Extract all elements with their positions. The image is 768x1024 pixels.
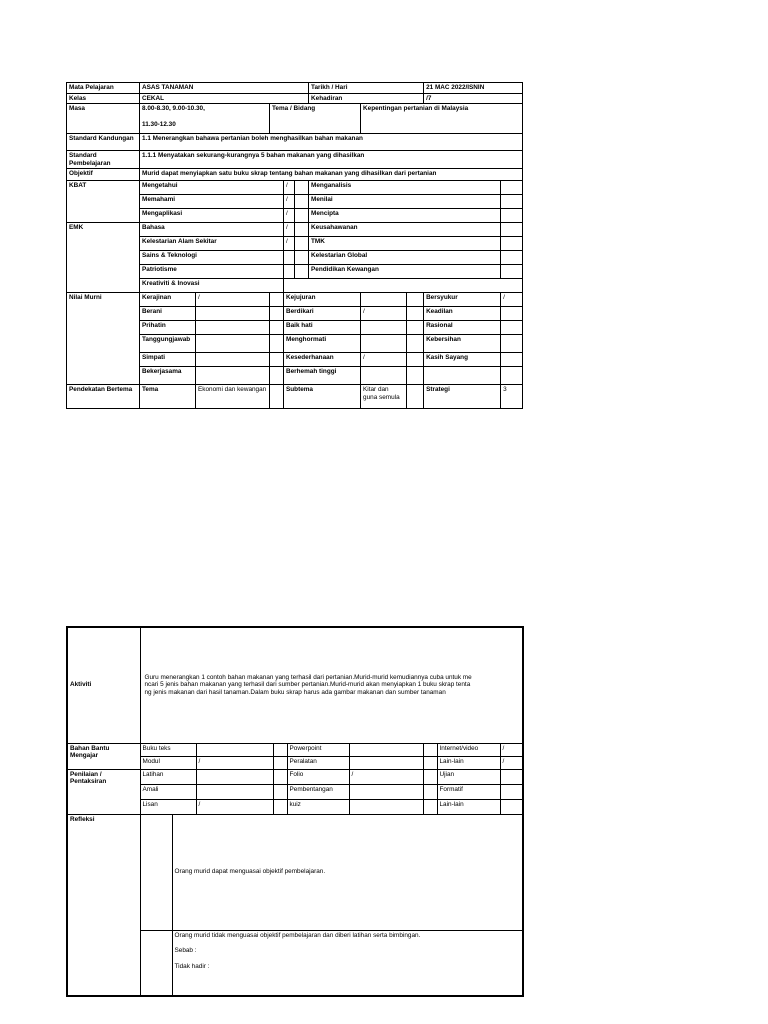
masa-label: Masa [67, 104, 140, 134]
nilai-item: Rasional [424, 321, 501, 335]
bahan-mark [196, 743, 273, 756]
nilai-item: Kebersihan [424, 335, 501, 353]
nilai-item: Kesederhanaan [284, 353, 361, 367]
emk-mark [284, 251, 295, 265]
pendekatan-tema-value: Ekonomi dan kewangan [196, 385, 270, 409]
spacer-cell [295, 209, 309, 223]
emk-mark [501, 251, 523, 265]
spacer-cell [295, 251, 309, 265]
penilaian-mark: / [196, 799, 273, 814]
pendekatan-strategi-label: Strategi [424, 385, 501, 409]
emk-item: Kelestarian Alam Sekitar [140, 237, 284, 251]
spacer-cell [270, 321, 284, 335]
emk-label: EMK [67, 223, 140, 293]
spacer-cell [407, 307, 424, 321]
nilai-item: Kerajinan [140, 293, 196, 307]
aktiviti-text [140, 627, 523, 743]
emk-item: Kreativiti & Inovasi [140, 279, 284, 293]
spacer-cell [270, 353, 284, 367]
nilai-mark: / [501, 293, 523, 307]
bahan-item: Buku teks [140, 743, 196, 756]
standard-pembelajaran-value: 1.1.1 Menyatakan sekurang-kurangnya 5 bahan makanan yang dihasilkan [140, 151, 523, 169]
penilaian-item: Folio [287, 769, 349, 784]
nilai-mark [501, 307, 523, 321]
nilai-item: Berhemah tinggi [284, 367, 361, 385]
kelas-value: CEKAL [140, 93, 309, 104]
spacer-cell [423, 799, 437, 814]
kehadiran-label: Kehadiran [309, 93, 424, 104]
nilai-mark: / [361, 307, 407, 321]
spacer-cell [270, 335, 284, 353]
pendekatan-bertema-label: Pendekatan Bertema [67, 385, 140, 409]
nilai-mark [361, 321, 407, 335]
nilai-mark [196, 353, 270, 367]
nilai-item: Simpati [140, 353, 196, 367]
kbat-item: Menilai [309, 195, 501, 209]
nilai-mark [501, 367, 523, 385]
nilai-mark [361, 367, 407, 385]
nilai-item: Kasih Sayang [424, 353, 501, 367]
standard-kandungan-value: 1.1 Menerangkan bahawa pertanian boleh menghasilkan bahan makanan [140, 134, 523, 151]
aktiviti-text-line-3: ng jenis makanan dari hasil tanaman.Dalam buku skrap harus ada gambar makanan dan sumber tanaman [144, 689, 446, 697]
emk-mark [501, 223, 523, 237]
spacer-cell [407, 321, 424, 335]
lesson-plan-bottom [66, 626, 524, 997]
nilai-item: Bersyukur [424, 293, 501, 307]
nilai-item: Kejujuran [284, 293, 361, 307]
kbat-label: KBAT [67, 181, 140, 223]
emk-mark: / [284, 237, 295, 251]
nilai-item: Prihatin [140, 321, 196, 335]
emk-mark [284, 265, 295, 279]
refleksi-tidak-menguasai-text: Orang murid tidak menguasai objektif pembelajaran dan diberi latihan serta bimbingan. [174, 931, 421, 939]
bahan-item: Peralatan [287, 756, 349, 769]
emk-mark: / [284, 223, 295, 237]
penilaian-item: Amali [140, 784, 196, 799]
masa-value-line-2: 11.30-12.30 [142, 120, 176, 128]
spacer-cell [273, 756, 287, 769]
penilaian-mark [196, 784, 273, 799]
spacer-cell [295, 181, 309, 195]
spacer-cell [270, 385, 284, 409]
kbat-item: Mengaplikasi [140, 209, 284, 223]
bahan-item: Lain-lain [437, 756, 500, 769]
tarikh-label: Tarikh / Hari [309, 83, 424, 94]
penilaian-item: Pembentangan [287, 784, 349, 799]
spacer-cell [423, 756, 437, 769]
nilai-mark: / [196, 293, 270, 307]
kbat-item: Menganalisis [309, 181, 501, 195]
penilaian-item: Formatif [437, 784, 500, 799]
refleksi-label: Refleksi [67, 814, 140, 996]
refleksi-sebab: Sebab : [174, 947, 197, 955]
penilaian-mark [500, 769, 523, 784]
nilai-mark [501, 335, 523, 353]
spacer-cell [273, 784, 287, 799]
penilaian-item: Lisan [140, 799, 196, 814]
nilai-mark: / [361, 353, 407, 367]
nilai-item: Menghormati [284, 335, 361, 353]
bahan-mark: / [500, 756, 523, 769]
masa-value-line-1: 8.00-8.30, 9.00-10.30, [142, 105, 205, 113]
objektif-value: Murid dapat menyiapkan satu buku skrap tentang bahan makanan yang dihasilkan dari pertanian [140, 169, 523, 181]
bahan-mark: / [196, 756, 273, 769]
emk-item: Sains & Teknologi [140, 251, 284, 265]
bahan-bantu-mengajar-label: Bahan Bantu Mengajar [67, 743, 140, 769]
spacer-cell [423, 784, 437, 799]
penilaian-mark [349, 784, 423, 799]
emk-item: Kelestarian Global [309, 251, 501, 265]
pendekatan-strategi-value: 3 [501, 385, 523, 409]
refleksi-tidak-menguasai [172, 930, 523, 996]
bahan-mark [349, 743, 423, 756]
lesson-plan-top [66, 82, 523, 409]
kbat-mark: / [284, 181, 295, 195]
kbat-item: Memahami [140, 195, 284, 209]
spacer-cell [407, 335, 424, 353]
aktiviti-label: Aktiviti [67, 627, 140, 743]
penilaian-mark [349, 799, 423, 814]
bahan-mark: / [500, 743, 523, 756]
mata-pelajaran-label: Mata Pelajaran [67, 83, 140, 94]
penilaian-item: Ujian [437, 769, 500, 784]
spacer-cell [407, 367, 424, 385]
spacer-cell [295, 237, 309, 251]
spacer-cell [407, 385, 424, 409]
spacer-cell [295, 195, 309, 209]
pendekatan-subtema-value: Kitar dan guna semula [361, 385, 407, 409]
kbat-mark [501, 181, 523, 195]
penilaian-item: Lain-lain [437, 799, 500, 814]
nilai-murni-label: Nilai Murni [67, 293, 140, 385]
tema-bidang-label: Tema / Bidang [270, 104, 361, 134]
nilai-mark [196, 367, 270, 385]
spacer-cell [273, 743, 287, 756]
refleksi-menguasai: Orang murid dapat menguasai objektif pembelajaran. [172, 814, 523, 930]
kbat-item: Mencipta [309, 209, 501, 223]
kbat-mark [501, 209, 523, 223]
penilaian-item: kuiz [287, 799, 349, 814]
spacer-cell [270, 367, 284, 385]
emk-item: Patriotisme [140, 265, 284, 279]
penilaian-mark [500, 799, 523, 814]
penilaian-mark [500, 784, 523, 799]
spacer-cell [407, 353, 424, 367]
spacer-cell [295, 265, 309, 279]
bahan-item: Powerpoint [287, 743, 349, 756]
penilaian-mark: / [349, 769, 423, 784]
tema-bidang-value: Kepentingan pertanian di Malaysia [361, 104, 523, 134]
refleksi-box-tidak-menguasai [140, 930, 172, 996]
kelas-label: Kelas [67, 93, 140, 104]
kbat-mark: / [284, 209, 295, 223]
tarikh-value: 21 MAC 2022/ISNIN [424, 83, 523, 94]
nilai-mark [361, 335, 407, 353]
bahan-mark [349, 756, 423, 769]
nilai-item: Berdikari [284, 307, 361, 321]
penilaian-mark [196, 769, 273, 784]
aktiviti-text-line-2: ncari 5 jenis bahan makanan yang terhasil dari sumber pertanian.Murid-murid akan menyiapkan 1 buku skrap tenta [144, 681, 471, 689]
bahan-item: Internet/video [437, 743, 500, 756]
nilai-item: Baik hati [284, 321, 361, 335]
kbat-item: Mengetahui [140, 181, 284, 195]
nilai-mark [501, 353, 523, 367]
spacer-cell [295, 223, 309, 237]
spacer-cell [273, 769, 287, 784]
emk-item: Keusahawanan [309, 223, 501, 237]
empty-cell [284, 279, 523, 293]
nilai-item [424, 367, 501, 385]
emk-mark [501, 265, 523, 279]
spacer-cell [273, 799, 287, 814]
refleksi-tidak-hadir: Tidak hadir : [174, 962, 210, 970]
masa-value [140, 104, 270, 134]
nilai-mark [196, 307, 270, 321]
bahan-item: Modul [140, 756, 196, 769]
kbat-mark: / [284, 195, 295, 209]
kehadiran-value: /7 [424, 93, 523, 104]
nilai-mark [196, 335, 270, 353]
spacer-cell [270, 293, 284, 307]
emk-item: Bahasa [140, 223, 284, 237]
emk-mark [501, 237, 523, 251]
emk-item: Pendidikan Kewangan [309, 265, 501, 279]
nilai-mark [196, 321, 270, 335]
penilaian-item: Latihan [140, 769, 196, 784]
kbat-mark [501, 195, 523, 209]
refleksi-box-menguasai [140, 814, 172, 930]
standard-kandungan-label: Standard Kandungan [67, 134, 140, 151]
objektif-label: Objektif [67, 169, 140, 181]
penilaian-label: Penilaian / Pentaksiran [67, 769, 140, 814]
nilai-item: Berani [140, 307, 196, 321]
aktiviti-text-line-1: Guru menerangkan 1 contoh bahan makanan yang terhasil dari pertanian.Murid-murid kemudiannya cuba untuk me [144, 673, 472, 681]
spacer-cell [270, 307, 284, 321]
nilai-mark [361, 293, 407, 307]
spacer-cell [423, 743, 437, 756]
nilai-mark [501, 321, 523, 335]
nilai-item: Keadilan [424, 307, 501, 321]
spacer-cell [407, 293, 424, 307]
pendekatan-subtema-label: Subtema [284, 385, 361, 409]
nilai-item: Tanggungjawab [140, 335, 196, 353]
standard-pembelajaran-label: Standard Pembelajaran [67, 151, 140, 169]
pendekatan-tema-label: Tema [140, 385, 196, 409]
emk-item: TMK [309, 237, 501, 251]
nilai-item: Bekerjasama [140, 367, 196, 385]
mata-pelajaran-value: ASAS TANAMAN [140, 83, 309, 94]
spacer-cell [423, 769, 437, 784]
